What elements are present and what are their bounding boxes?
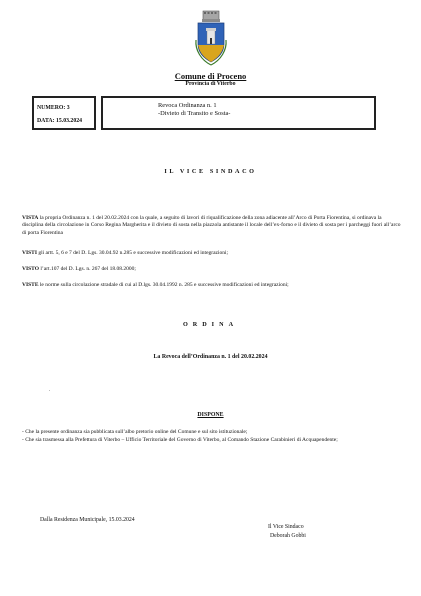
municipality-name: Comune di Proceno [174, 71, 247, 81]
subject-line-1: Revoca Ordinanza n. 1 [158, 102, 217, 109]
paragraph-vista [22, 215, 402, 237]
subject-box [101, 96, 376, 130]
paragraph-lead: VISTE [22, 282, 39, 288]
ordina-heading: ORDINA [182, 321, 239, 328]
signer-name: Deborah Gobbi [270, 533, 306, 539]
paragraph-lead: VISTI [22, 250, 37, 256]
coat-of-arms-logo [193, 10, 229, 66]
issuer-heading: IL VICE SINDACO [164, 168, 257, 175]
disposition-item: - Che la presente ordinanza sia pubblicata sull’albo pretorio online del Comune e sul sito istituzionale; [22, 429, 248, 435]
paragraph-visti [22, 250, 402, 257]
subject-line-2: -Divieto di Transito e Sosta- [158, 110, 231, 117]
paragraph-text: l’art.107 del D. Lgs. n. 267 del 18.08.2000; [39, 266, 136, 272]
paragraph-lead: VISTO [22, 266, 40, 272]
reference-box [32, 96, 96, 130]
dispone-heading: DISPONE [197, 412, 224, 418]
province-name: Provincia di Viterbo [185, 81, 236, 87]
ordinance-number: NUMERO: 3 [37, 105, 70, 111]
signer-role: Il Vice Sindaco [268, 524, 304, 530]
paragraph-text: le norme sulla circolazione stradale di cui al D.lgs. 30.04.1992 n. 285 e successive modificazioni ed integrazioni; [38, 282, 289, 288]
ordinance-date: DATA: 15.03.2024 [37, 118, 83, 124]
paragraph-visto [22, 266, 402, 273]
paragraph-lead: VISTA [22, 215, 39, 221]
place-and-date: Dalla Residenza Municipale, 15.03.2024 [40, 517, 135, 523]
paragraph-viste [22, 282, 402, 289]
paragraph-text: gli artt. 5, 6 e 7 del D. Lgs. 30.04.92 n.285 e successive modificazioni ed integrazioni; [36, 250, 229, 256]
paragraph-text: la propria Ordinanza n. 1 del 20.02.2024 con la quale, a seguito di lavori di riqualificazione della zona adiacente all’Arco di Porta Fiorentina, si ordinava la disciplina della circolazione in Corso Regina Margherita e il divieto di sosta nella piazzola antistante il locale dell’ex-forno e il divieto di sosta per i parcheggi fuori all’arco di porta Fiorentina [22, 215, 401, 236]
disposition-item: - Che sia trasmessa alla Prefettura di Viterbo – Ufficio Territoriale del Governo di Viterbo, al Comando Stazione Carabinieri di Acquapendente; [22, 437, 338, 443]
revocation-statement: La Revoca dell’Ordinanza n. 1 del 20.02.2024 [153, 354, 268, 360]
stray-mark: . [49, 388, 51, 393]
